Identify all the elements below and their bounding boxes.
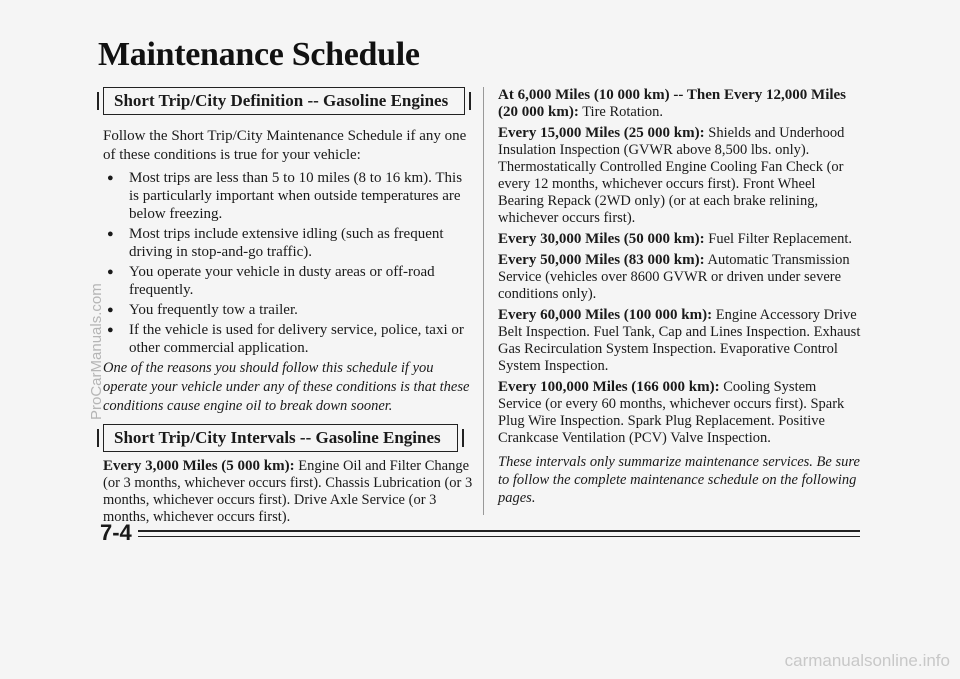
right-column: [483, 87, 863, 515]
interval-text: Tire Rotation.: [582, 104, 664, 120]
interval-entry: [498, 379, 863, 447]
conditions-list: [103, 169, 475, 357]
footer-rule: [138, 530, 860, 532]
page-title: Maintenance Schedule: [98, 36, 420, 73]
interval-text: Automatic Transmission Service (vehicles over 8600 GVWR or driven under severe conditions only).: [498, 252, 850, 302]
bullet-icon: ●: [107, 172, 114, 184]
bullet-icon: ●: [107, 304, 114, 316]
left-column: [103, 87, 475, 530]
interval-lead: Every 3,000 Miles (5 000 km):: [103, 458, 295, 474]
side-watermark: ProCarManuals.com: [88, 283, 105, 420]
interval-entry: [498, 125, 863, 227]
interval-entry: [498, 307, 863, 375]
footer-rule-thin: [138, 536, 860, 537]
interval-entry: [498, 252, 863, 303]
interval-text: Shields and Underhood Insulation Inspection (GVWR above 8,500 lbs. only). Thermostatically Controlled Engine Cooling Fan Check (or every 12 months, whichever occurs first). Front Wheel Bearing Repack (2WD only) (or at each brake relining, whichever occurs first).: [498, 125, 845, 226]
list-item: ● You frequently tow a trailer.: [107, 302, 298, 318]
interval-text: Cooling System Service (or every 60 months, whichever occurs first). Spark Plug Wire Inspection. Spark Plug Replacement. Positive Crankcase Ventilation (PCV) Valve Inspection.: [498, 379, 845, 446]
interval-entry: [498, 231, 863, 248]
list-item: ● Most trips are less than 5 to 10 miles (8 to 16 km). This is particularly important when outside temperatures are below freezing.: [107, 170, 463, 222]
interval-lead: Every 100,000 Miles (166 000 km):: [498, 379, 720, 395]
interval-text: Engine Oil and Filter Change (or 3 months, whichever occurs first). Chassis Lubrication (or 3 months, whichever occurs first). Drive Axle Service (or 3 months, whichever occurs first).: [103, 458, 473, 525]
interval-entry: [498, 87, 863, 121]
bottom-watermark: carmanualsonline.info: [784, 651, 950, 670]
reason-note: One of the reasons you should follow this schedule if you operate your vehicle under any of these conditions is that these conditions cause engine oil to break down sooner.: [103, 360, 470, 414]
bullet-icon: ●: [107, 266, 114, 278]
interval-text: Fuel Filter Replacement.: [708, 231, 853, 247]
intervals-heading: Short Trip/City Intervals -- Gasoline Engines: [103, 424, 458, 452]
bullet-icon: ●: [107, 228, 114, 240]
interval-text: Engine Accessory Drive Belt Inspection. Fuel Tank, Cap and Lines Inspection. Exhaust Gas Recirculation System Inspection. Evaporative Control System Inspection.: [498, 307, 861, 374]
list-item: ● You operate your vehicle in dusty areas or off-road frequently.: [107, 264, 435, 298]
interval-lead: At 6,000 Miles (10 000 km) -- Then Every 12,000 Miles (20 000 km):: [498, 87, 847, 120]
list-item: ● Most trips include extensive idling (such as frequent driving in stop-and-go traffic).: [107, 226, 444, 260]
interval-lead: Every 30,000 Miles (50 000 km):: [498, 231, 705, 247]
interval-lead: Every 60,000 Miles (100 000 km):: [498, 307, 713, 323]
bullet-icon: ●: [107, 324, 114, 336]
page-number: 7-4: [100, 520, 132, 545]
interval-entry: [103, 458, 475, 526]
interval-lead: Every 15,000 Miles (25 000 km):: [498, 125, 705, 141]
interval-lead: Every 50,000 Miles (83 000 km):: [498, 252, 705, 268]
intro-text: Follow the Short Trip/City Maintenance Schedule if any one of these conditions is true for your vehicle:: [103, 128, 467, 163]
list-item: ● If the vehicle is used for delivery service, police, taxi or other commercial application.: [107, 322, 464, 356]
definition-heading: Short Trip/City Definition -- Gasoline Engines: [103, 87, 465, 115]
summary-note: These intervals only summarize maintenance services. Be sure to follow the complete maintenance schedule on the following pages.: [498, 454, 860, 506]
